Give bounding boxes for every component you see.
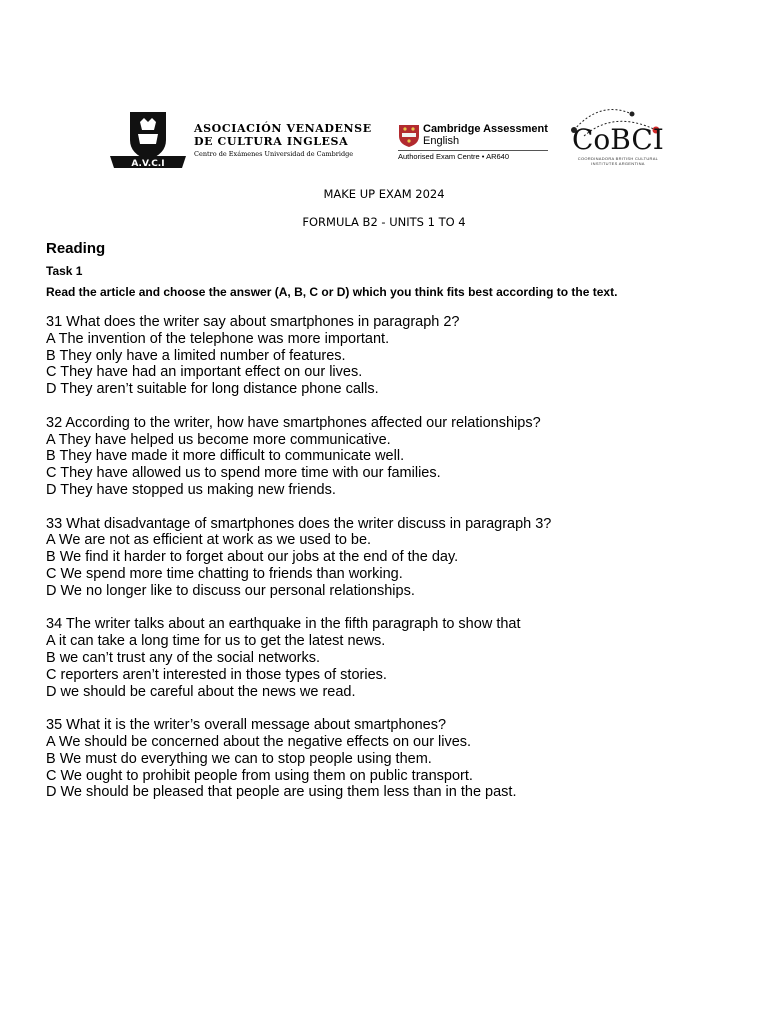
task-label: Task 1: [46, 264, 83, 278]
avci-crest-icon: [108, 110, 188, 170]
option-a: A We are not as efficient at work as we used to be.: [46, 532, 372, 549]
exam-title: MAKE UP EXAM 2024: [323, 187, 445, 201]
option-c: C They have had an important effect on our lives.: [46, 364, 363, 381]
question-stem: 35 What it is the writer’s overall message about smartphones?: [46, 717, 447, 734]
cobci-tagline: COORDINADORA BRITISH CULTURAL INSTITUTES ARGENTINA: [577, 156, 659, 166]
question-32: [46, 415, 746, 499]
question-33: [46, 516, 746, 600]
avci-line2: DE CULTURA INGLESA: [194, 135, 349, 148]
question-stem: 33 What disadvantage of smartphones does the writer discuss in paragraph 3?: [46, 515, 552, 532]
cambridge-divider: [398, 150, 548, 151]
option-b: B They only have a limited number of features.: [46, 347, 346, 364]
avci-badge-text: A.V.C.I: [131, 159, 165, 169]
option-a: A We should be concerned about the negative effects on our lives.: [46, 733, 472, 750]
question-stem: 32 According to the writer, how have smartphones affected our relationships?: [46, 414, 541, 431]
avci-line1: ASOCIACIÓN VENADENSE: [194, 122, 372, 135]
avci-line3: Centro de Exámenes Universidad de Cambridge: [194, 150, 354, 158]
option-a: A The invention of the telephone was more important.: [46, 330, 390, 347]
question-list: [46, 314, 746, 818]
option-b: B We must do everything we can to stop people using them.: [46, 750, 432, 767]
cobci-word: CoBCI: [572, 123, 664, 156]
option-c: C They have allowed us to spend more time with our families.: [46, 465, 441, 482]
header-banner: [104, 100, 694, 176]
option-d: D We no longer like to discuss our personal relationships.: [46, 582, 415, 599]
section-heading: Reading: [46, 240, 106, 257]
question-31: [46, 314, 746, 398]
option-d: D They have stopped us making new friends.: [46, 481, 336, 498]
cambridge-authorised: Authorised Exam Centre • AR640: [398, 152, 510, 161]
option-c: C We spend more time chatting to friends than working.: [46, 565, 403, 582]
cambridge-wordmark: [423, 123, 548, 147]
question-34: [46, 616, 746, 700]
option-b: B We find it harder to forget about our jobs at the end of the day.: [46, 549, 459, 566]
option-b: B They have made it more difficult to communicate well.: [46, 448, 405, 465]
option-d: D we should be careful about the news we read.: [46, 683, 356, 700]
cambridge-shield-icon: [398, 124, 420, 148]
exam-subtitle: FORMULA B2 - UNITS 1 TO 4: [302, 215, 466, 229]
option-c: C We ought to prohibit people from using them on public transport.: [46, 767, 473, 784]
option-a: A it can take a long time for us to get the latest news.: [46, 633, 386, 650]
question-35: [46, 717, 746, 801]
option-c: C reporters aren’t interested in those types of stories.: [46, 666, 387, 683]
option-a: A They have helped us become more communicative.: [46, 431, 391, 448]
cambridge-title: Cambridge Assessment: [423, 123, 548, 135]
option-d: D They aren’t suitable for long distance phone calls.: [46, 381, 379, 398]
question-stem: 34 The writer talks about an earthquake in the fifth paragraph to show that: [46, 616, 521, 633]
avci-name: [194, 122, 372, 158]
instruction: Read the article and choose the answer (A, B, C or D) which you think fits best according to the text.: [46, 285, 618, 299]
option-d: D We should be pleased that people are using them less than in the past.: [46, 784, 517, 801]
option-b: B we can’t trust any of the social networks.: [46, 649, 321, 666]
cambridge-subtitle: English: [423, 135, 460, 147]
question-stem: 31 What does the writer say about smartphones in paragraph 2?: [46, 314, 460, 330]
